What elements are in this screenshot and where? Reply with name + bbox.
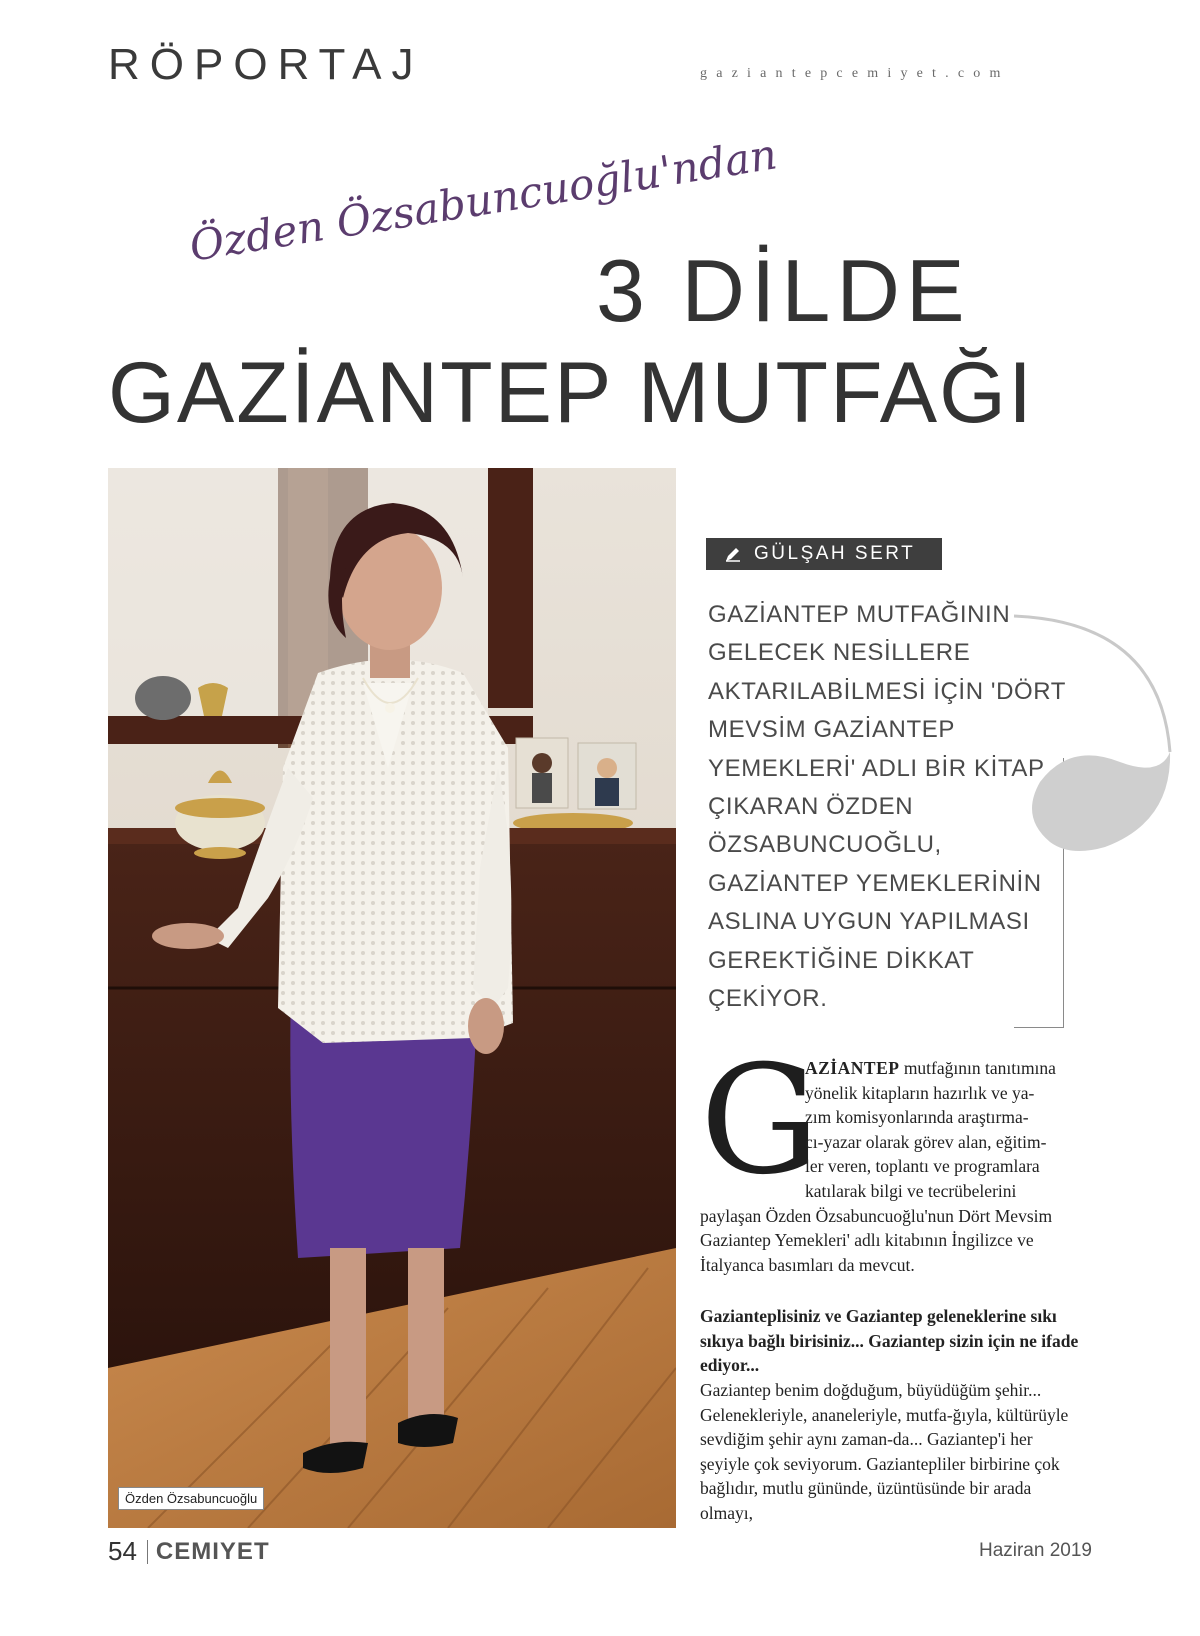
article-intro	[700, 1056, 1080, 1277]
intro-line-3: zım komisyonlarında araştırma-	[805, 1107, 1029, 1128]
title-script: Özden Özsabuncuoğlu'ndan	[186, 129, 781, 271]
intro-rest: paylaşan Özden Özsabuncuoğlu'nun Dört Mevsim Gaziantep Yemekleri' adlı kitabının İngilizce ve İtalyanca basımları da mevcut.	[700, 1205, 1053, 1275]
site-url[interactable]: gaziantepcemiyet.com	[700, 66, 1010, 81]
title-line-2: GAZİANTEP MUTFAĞI	[108, 345, 1034, 441]
author-name: GÜLŞAH SERT	[754, 543, 916, 564]
quote-rule-horizontal	[1014, 1027, 1064, 1028]
footer-page	[108, 1536, 270, 1567]
intro-line-text: mutfağının tanıtımına	[899, 1058, 1056, 1078]
lead-word: AZİANTEP	[805, 1058, 900, 1078]
pull-quote: GAZİANTEP MUTFAĞININ GELECEK NESİLLERE AKTARILABİLMESİ İÇİN 'DÖRT MEVSİM GAZİANTEP YEMEKLERİ' ADLI BİR KİTAP ÇIKARAN ÖZDEN ÖZSABUNCUOĞLU, GAZİANTEP YEMEKLERİNİN ASLINA UYGUN YAPILMASI GEREKTİĞİNE DİKKAT ÇEKİYOR.	[708, 601, 1066, 1013]
footer-separator	[147, 1540, 148, 1564]
intro-line-6: katılarak bilgi ve tecrübelerini	[805, 1180, 1017, 1201]
intro-line-1	[700, 1056, 1080, 1081]
drop-cap: G	[700, 1034, 820, 1208]
author-badge	[706, 538, 942, 570]
title-line-1: 3 DİLDE	[596, 241, 971, 340]
intro-line-4: cı-yazar olarak görev alan, eğitim-	[805, 1131, 1047, 1152]
article-photo	[108, 468, 676, 1528]
intro-line-5: ler veren, toplantı ve programlara	[805, 1156, 1040, 1177]
photo-caption: Özden Özsabuncuoğlu	[118, 1487, 264, 1510]
interview-answer: Gaziantep benim doğduğum, büyüdüğüm şehir... Gelenekleriyle, ananeleriyle, mutfa-ğıyla, kültürüyle sevdiğim şehir aynı zaman-da... Gaziantep'i her şeyiyle çok seviyorum. Gaziantepliler birbirine çok bağlıdır, mutlu gününde, üzüntüsünde bir arada olmayı,	[700, 1380, 1069, 1523]
portrait-illustration	[108, 468, 676, 1528]
intro-line-2: yönelik kitapların hazırlık ve ya-	[805, 1082, 1035, 1103]
issue-date: Haziran 2019	[978, 1540, 1092, 1561]
pen-icon	[724, 545, 742, 563]
magazine-name: CEMIYET	[155, 1537, 270, 1565]
section-label: RÖPORTAJ	[108, 40, 424, 89]
page-number: 54	[108, 1536, 137, 1566]
interview-question: Gazianteplisiniz ve Gaziantep geleneklerine sıkı sıkıya bağlı birisiniz... Gaziantep sizin için ne ifade ediyor...	[700, 1306, 1079, 1376]
